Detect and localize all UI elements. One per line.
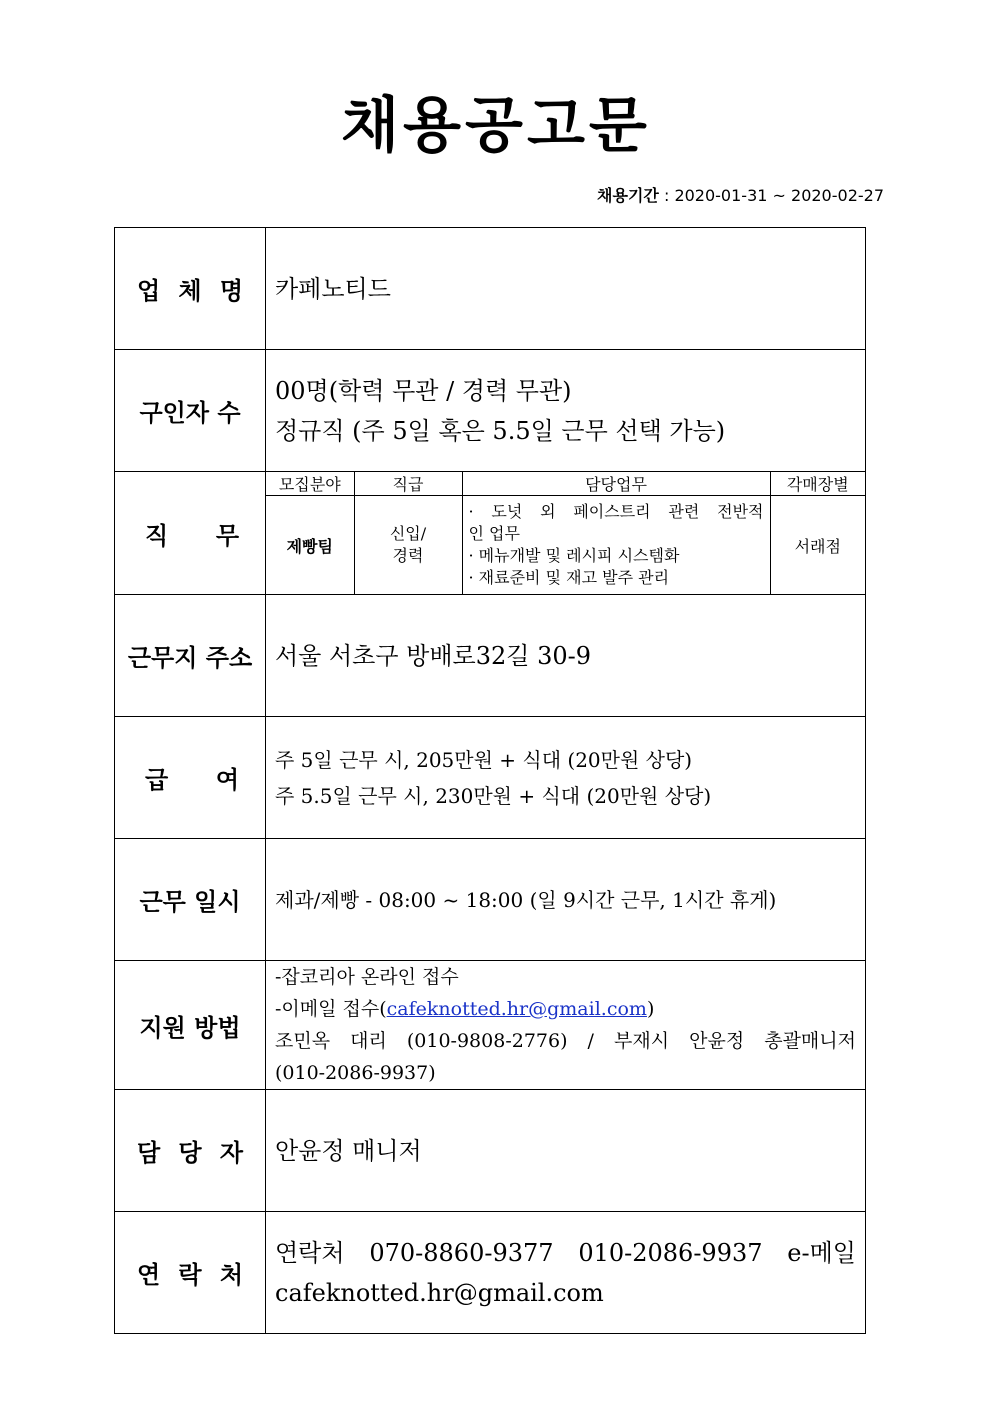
header-duty: 담당업무 (462, 472, 770, 496)
apply-value: -잡코리아 온라인 접수 -이메일 접수(cafeknotted.hr@gmail.com) 조민옥 대리 (010-9808-2776) / 부재시 안윤정 총괄매니저 (010-2086-9937) (266, 961, 866, 1090)
row-hours (115, 839, 866, 961)
row-job (115, 472, 866, 595)
period-start: 2020-01-31 (674, 186, 768, 205)
job-field: 제빵팀 (266, 496, 354, 595)
header-field: 모집분야 (266, 472, 354, 496)
hours-value: 제과/제빵 - 08:00 ~ 18:00 (일 9시간 근무, 1시간 휴게) (266, 839, 866, 961)
period-tilde: ~ (772, 186, 786, 205)
job-branch: 서래점 (770, 496, 865, 595)
address-label: 근무지 주소 (115, 595, 266, 717)
page-title: 채용공고문 (341, 91, 651, 161)
job-duties: · 도넛 외 페이스트리 관련 전반적 인 업무 · 메뉴개발 및 레시피 시스템화 · 재료준비 및 재고 발주 관리 (462, 496, 770, 595)
job-rank: 신입/ 경력 (354, 496, 462, 595)
row-address (115, 595, 866, 717)
address-value: 서울 서초구 방배로32길 30-9 (266, 595, 866, 717)
row-headcount (115, 350, 866, 472)
job-detail (266, 472, 866, 595)
headcount-label: 구인자 수 (115, 350, 266, 472)
job-data-row (266, 496, 865, 595)
row-salary (115, 717, 866, 839)
manager-label: 담 당 자 (115, 1090, 266, 1212)
manager-value: 안윤정 매니저 (266, 1090, 866, 1212)
header-rank: 직급 (354, 472, 462, 496)
company-label: 업 체 명 (115, 228, 266, 350)
row-contact (115, 1212, 866, 1334)
recruitment-table (114, 227, 866, 1334)
period-separator: : (663, 186, 670, 205)
headcount-value: 00명(학력 무관 / 경력 무관) 정규직 (주 5일 혹은 5.5일 근무 선택 가능) (266, 350, 866, 472)
period-label: 채용기간 (597, 186, 659, 205)
company-value: 카페노티드 (266, 228, 866, 350)
apply-label: 지원 방법 (115, 961, 266, 1090)
hours-label: 근무 일시 (115, 839, 266, 961)
recruitment-period (597, 184, 884, 208)
salary-value: 주 5일 근무 시, 205만원 + 식대 (20만원 상당) 주 5.5일 근무 시, 230만원 + 식대 (20만원 상당) (266, 717, 866, 839)
row-manager (115, 1090, 866, 1212)
job-subtable (266, 472, 865, 594)
job-label: 직 무 (115, 472, 266, 595)
header-branch: 각매장별 (770, 472, 865, 496)
contact-value: 연락처 070-8860-9377 010-2086-9937 e-메일 cafeknotted.hr@gmail.com (266, 1212, 866, 1334)
salary-label: 급 여 (115, 717, 266, 839)
contact-label: 연 락 처 (115, 1212, 266, 1334)
row-company (115, 228, 866, 350)
email-link[interactable]: cafeknotted.hr@gmail.com (386, 998, 647, 1020)
apply-email-line: -이메일 접수(cafeknotted.hr@gmail.com) (275, 998, 655, 1020)
row-apply (115, 961, 866, 1090)
job-header-row (266, 472, 865, 496)
period-end: 2020-02-27 (791, 186, 884, 205)
